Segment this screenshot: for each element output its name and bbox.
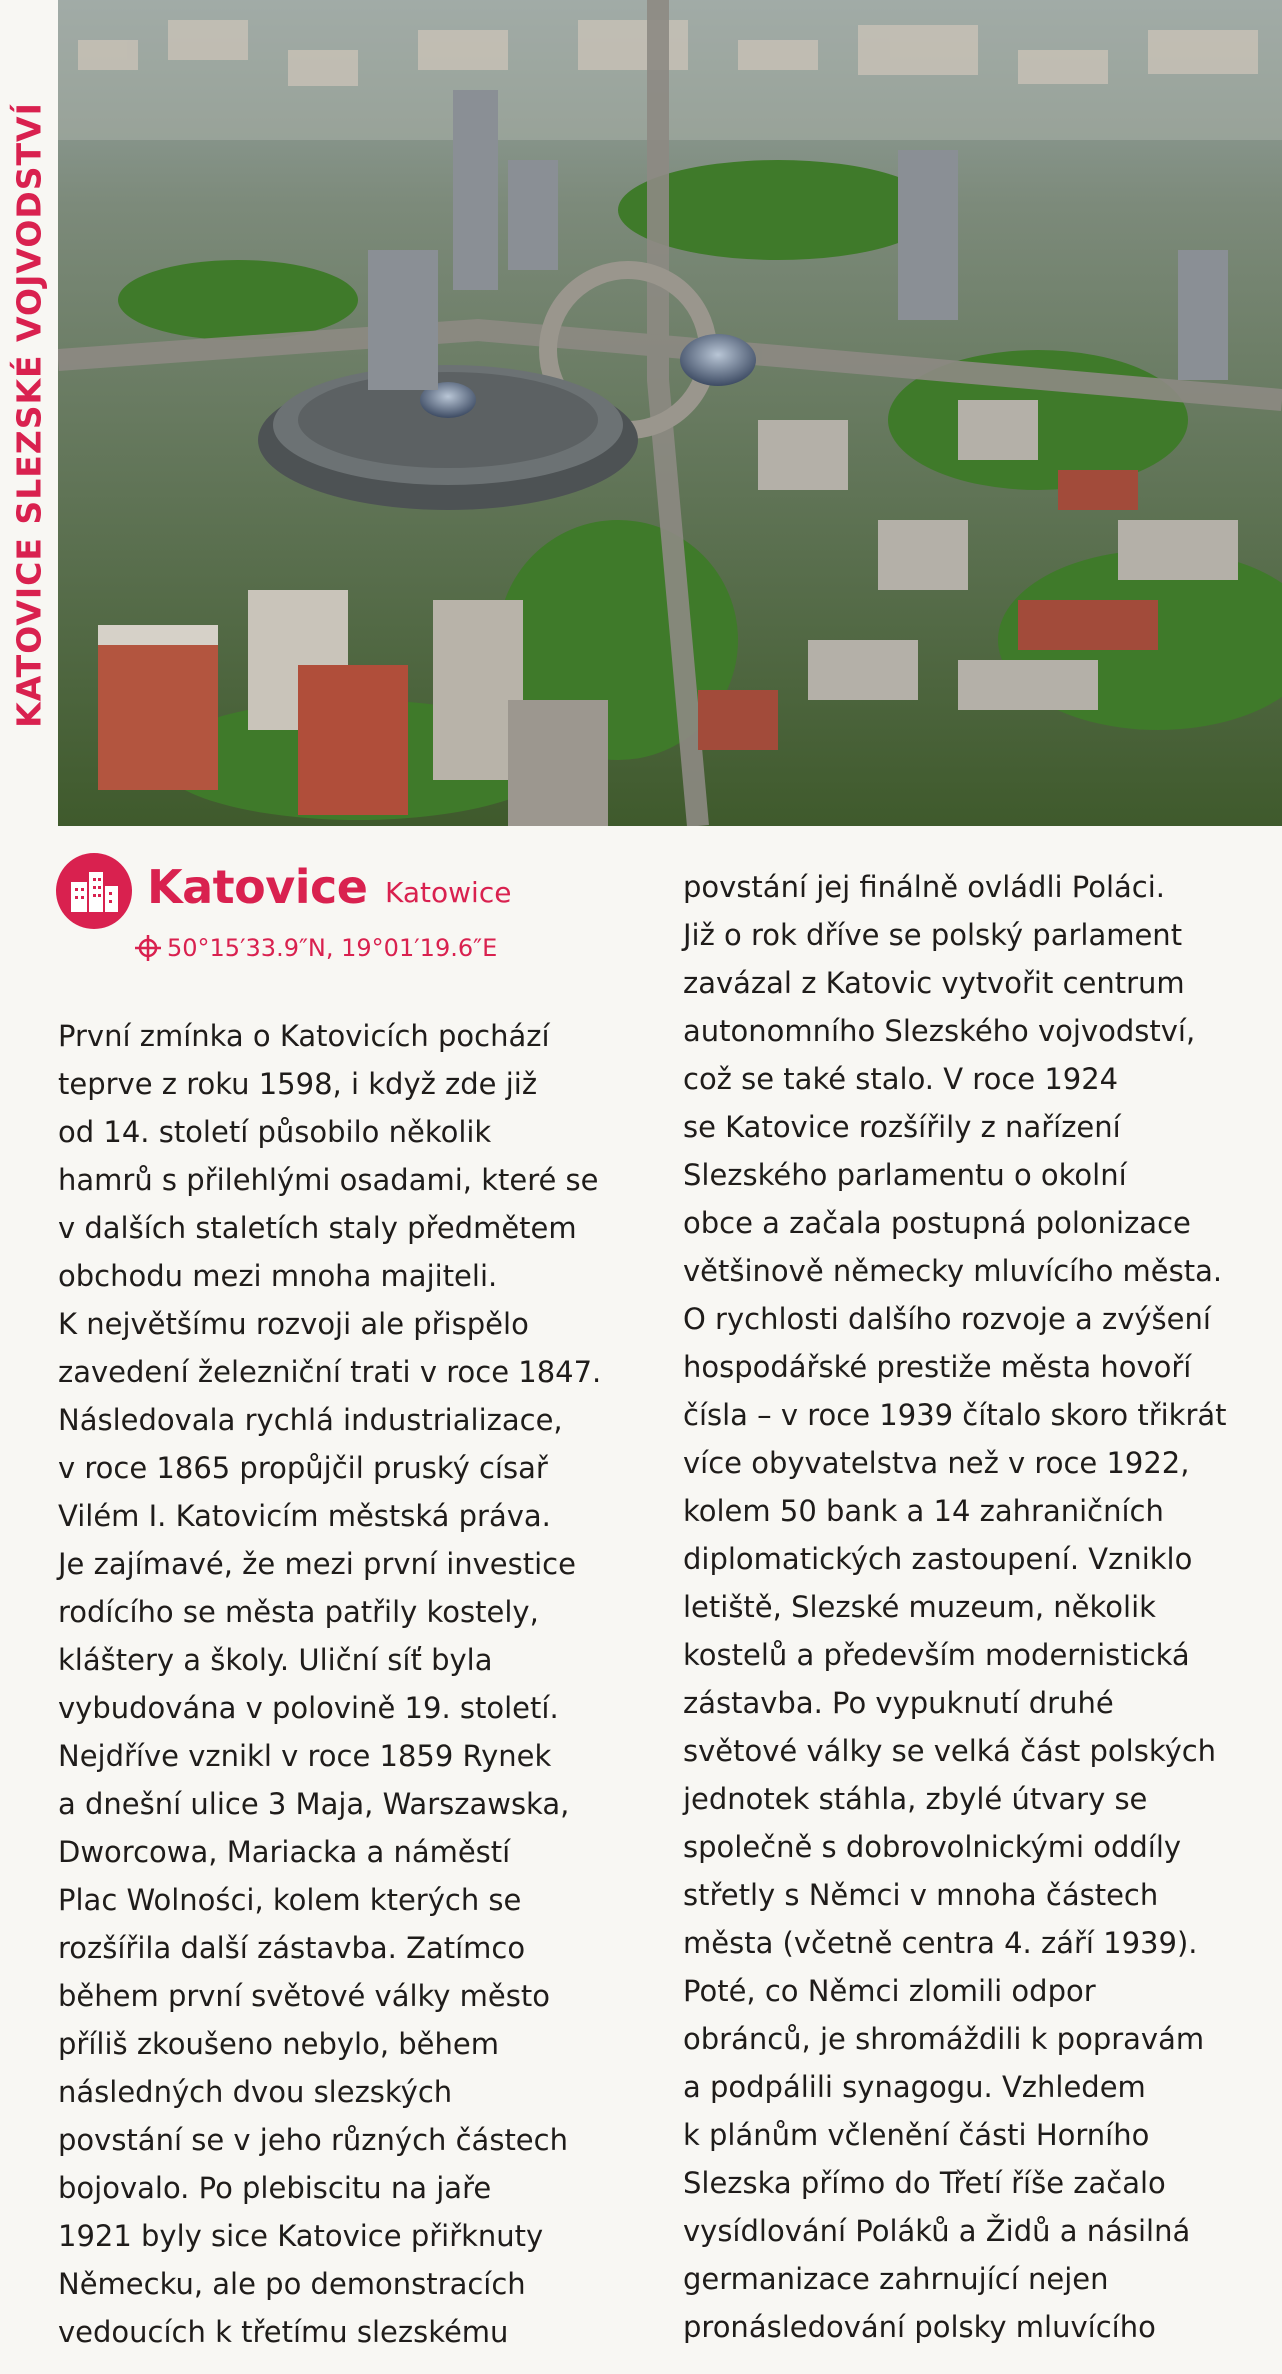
text-line: obce a začala postupná polonizace [683,1206,1191,1240]
text-line: První zmínka o Katovicích pochází [58,1019,550,1053]
page-title-alternate: Katowice [385,876,512,909]
text-line: obránců, je shromáždili k popravám [683,2022,1205,2056]
text-line: kostelů a především modernistická [683,1638,1190,1672]
text-line: hamrů s přilehlými osadami, které se [58,1163,599,1197]
text-line: jednotek stáhla, zbylé útvary se [683,1782,1148,1816]
text-line: 1921 byly sice Katovice přiřknuty [58,2219,544,2253]
text-line: v roce 1865 propůjčil pruský císař [58,1451,548,1485]
text-line: Následovala rychlá industrializace, [58,1403,563,1437]
text-line: O rychlosti dalšího rozvoje a zvýšení [683,1302,1211,1336]
text-line: čísla – v roce 1939 čítalo skoro třikrát [683,1398,1227,1432]
text-line: teprve z roku 1598, i když zde již [58,1067,538,1101]
text-line: povstání jej finálně ovládli Poláci. [683,870,1166,904]
text-line: Je zajímavé, že mezi první investice [58,1547,576,1581]
text-line: letiště, Slezské muzeum, několik [683,1590,1156,1624]
text-line: což se také stalo. V roce 1924 [683,1062,1119,1096]
text-line: zavázal z Katovic vytvořit centrum [683,966,1185,1000]
text-line: zavedení železniční trati v roce 1847. [58,1355,602,1389]
city-buildings-icon [55,852,133,930]
text-line: kláštery a školy. Uliční síť byla [58,1643,493,1677]
text-line: střetly s Němci v mnoha částech [683,1878,1159,1912]
text-line: od 14. století působilo několik [58,1115,492,1149]
text-line: Již o rok dříve se polský parlament [683,918,1183,952]
text-line: diplomatických zastoupení. Vzniklo [683,1542,1193,1576]
left-text-column [58,1012,638,2356]
text-line: bojovalo. Po plebiscitu na jaře [58,2171,492,2205]
text-line: vybudována v polovině 19. století. [58,1691,559,1725]
text-line: hospodářské prestiže města hovoří [683,1350,1192,1384]
text-line: Dworcowa, Mariacka a náměstí [58,1835,511,1869]
text-line: příliš zkoušeno nebylo, během [58,2027,499,2061]
text-line: během první světové války město [58,1979,550,2013]
text-line: většinově německy mluvícího města. [683,1254,1223,1288]
aerial-city-photo [58,0,1282,826]
aerial-city-photo-illustration [58,0,1282,826]
text-line: kolem 50 bank a 14 zahraničních [683,1494,1164,1528]
text-line: Slezského parlamentu o okolní [683,1158,1127,1192]
text-line: Slezska přímo do Třetí říše začalo [683,2166,1166,2200]
text-line: K největšímu rozvoji ale přispělo [58,1307,529,1341]
text-line: vysídlování Poláků a Židů a násilná [683,2214,1191,2248]
text-line: v dalších staletích staly předmětem [58,1211,577,1245]
text-line: se Katovice rozšířily z nařízení [683,1110,1121,1144]
text-line: společně s dobrovolnickými oddíly [683,1830,1182,1864]
text-line: Vilém I. Katovicím městská práva. [58,1499,551,1533]
text-line: pronásledování polsky mluvícího [683,2310,1156,2344]
text-line: povstání se v jeho různých částech [58,2123,568,2157]
right-text-column [683,863,1282,2351]
text-line: autonomního Slezského vojvodství, [683,1014,1196,1048]
text-line: více obyvatelstva než v roce 1922, [683,1446,1190,1480]
text-line: Plac Wolności, kolem kterých se [58,1883,522,1917]
text-line: rodícího se města patřily kostely, [58,1595,539,1629]
text-line: a podpálili synagogu. Vzhledem [683,2070,1146,2104]
section-side-label-text: KATOVICE SLEZSKÉ VOJVODSTVÍ [9,102,49,728]
text-line: germanizace zahrnující nejen [683,2262,1109,2296]
text-line: města (včetně centra 4. září 1939). [683,1926,1198,1960]
entry-header [55,852,615,1002]
text-line: Poté, co Němci zlomili odpor [683,1974,1096,2008]
text-line: světové války se velká část polských [683,1734,1217,1768]
text-line: Nejdříve vznikl v roce 1859 Rynek [58,1739,552,1773]
text-line: obchodu mezi mnoha majiteli. [58,1259,498,1293]
text-line: následných dvou slezských [58,2075,453,2109]
page-title: Katovice [147,860,368,914]
text-line: a dnešní ulice 3 Maja, Warszawska, [58,1787,570,1821]
text-line: Německu, ale po demonstracích [58,2267,526,2301]
gps-coordinates: 50°15′33.9″N, 19°01′19.6″E [167,934,498,962]
text-line: k plánům včlenění části Horního [683,2118,1150,2152]
text-line: zástavba. Po vypuknutí druhé [683,1686,1114,1720]
crosshair-location-icon [135,935,161,961]
text-line: rozšířila další zástavba. Zatímco [58,1931,526,1965]
text-line: vedoucích k třetímu slezskému [58,2315,509,2349]
section-side-label [0,0,58,830]
